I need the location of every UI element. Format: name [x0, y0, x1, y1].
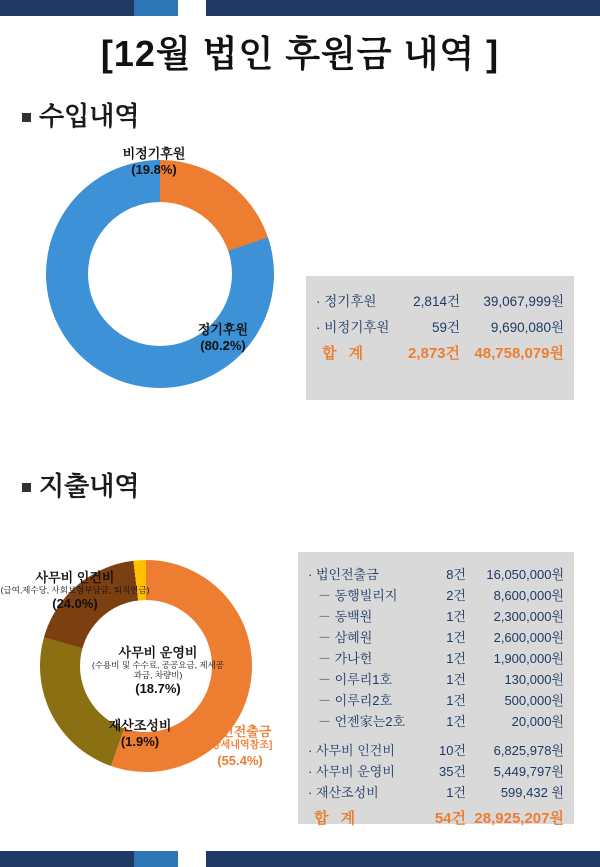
income-total-label: 합 계 — [322, 345, 368, 362]
expense-label-personnel-pct: (24.0%) — [52, 596, 98, 612]
bullet-square-icon — [22, 483, 31, 492]
expense-row-4-amount: 1,900,000원 — [493, 651, 564, 666]
expense-row-0-count: 8건 — [446, 567, 466, 582]
expense-row-1-name: － 동행빌리지 — [318, 588, 398, 603]
income-label-regular-pct: (80.2%) — [200, 338, 246, 354]
expense-row-7-name: － 언젠家는2호 — [318, 714, 406, 729]
expense-row2-0-amount: 6,825,978원 — [493, 743, 564, 758]
bullet-square-icon — [22, 113, 31, 122]
expense-row-2-name: － 동백원 — [318, 609, 373, 624]
expense-row-3-name: － 삼혜원 — [318, 630, 373, 645]
income-total-amount: 48,758,079원 — [474, 345, 564, 362]
table-row — [308, 648, 564, 667]
expense-total-row — [308, 807, 564, 828]
income-label-irregular-pct: (19.8%) — [131, 162, 177, 178]
expense-label-operating-pct: (18.7%) — [135, 680, 181, 696]
income-row-0-count: 2,814건 — [413, 294, 460, 309]
expense-label-operating — [88, 645, 228, 697]
expense-row-5-name: － 이루리1호 — [318, 672, 393, 687]
top-bar — [0, 0, 600, 16]
table-row — [316, 316, 564, 336]
top-bar-accent-white — [178, 0, 206, 16]
expense-label-operating-name: 사무비 운영비 — [118, 645, 198, 660]
expense-row-4-count: 1건 — [446, 651, 466, 666]
expense-row2-0-name: · 사무비 인건비 — [308, 743, 395, 758]
table-row — [316, 290, 564, 310]
expense-row-7-amount: 20,000원 — [511, 714, 564, 729]
expense-row-4-name: － 가나헌 — [318, 651, 373, 666]
expense-label-corporate — [175, 724, 305, 769]
income-row-0-name: · 정기후원 — [316, 294, 377, 309]
income-label-irregular-name: 비정기후원 — [122, 146, 186, 161]
expense-row-1-count: 2건 — [446, 588, 466, 603]
table-row — [308, 690, 564, 709]
table-row — [308, 761, 564, 780]
expense-label-property-name: 재산조성비 — [108, 718, 172, 733]
table-row — [308, 711, 564, 730]
section-heading-expense — [22, 466, 139, 503]
income-label-regular-name: 정기후원 — [197, 322, 249, 337]
income-row-0-amount: 39,067,999원 — [483, 294, 564, 309]
expense-row-6-name: － 이루리2호 — [318, 693, 393, 708]
bottom-bar — [0, 851, 600, 867]
top-bar-accent-blue — [134, 0, 178, 16]
expense-row-6-count: 1건 — [446, 693, 466, 708]
expense-row-6-amount: 500,000원 — [504, 693, 564, 708]
expense-label-personnel-sub: (급여,제수당, 사회보험부담금, 퇴직연금) — [0, 585, 150, 596]
expense-row-5-amount: 130,000원 — [504, 672, 564, 687]
income-row-1-name: · 비정기후원 — [316, 320, 390, 335]
table-row — [308, 606, 564, 625]
table-row — [308, 585, 564, 604]
expense-row2-1-count: 35건 — [438, 764, 466, 779]
expense-row-3-count: 1건 — [446, 630, 466, 645]
expense-row-0-amount: 16,050,000원 — [486, 567, 564, 582]
income-total-row — [316, 342, 564, 363]
income-label-regular — [148, 322, 298, 355]
expense-row2-2-amount: 599,432 원 — [500, 785, 564, 800]
expense-summary-table — [298, 552, 574, 827]
expense-label-personnel-name: 사무비 인건비 — [35, 570, 115, 585]
income-summary-table — [306, 276, 574, 400]
expense-label-corporate-name: 법인전출금 — [208, 724, 272, 739]
expense-row-3-amount: 2,600,000원 — [493, 630, 564, 645]
expense-row2-1-amount: 5,449,797원 — [493, 764, 564, 779]
expense-label-personnel — [0, 570, 150, 612]
table-row — [308, 564, 564, 583]
expense-row2-1-name: · 사무비 운영비 — [308, 764, 395, 779]
expense-total-amount: 28,925,207원 — [474, 810, 564, 827]
table-row — [308, 740, 564, 759]
expense-label-corporate-pct: (55.4%) — [217, 752, 263, 768]
expense-row-2-count: 1건 — [446, 609, 466, 624]
expense-row-5-count: 1건 — [446, 672, 466, 687]
expense-row2-2-count: 1건 — [446, 785, 466, 800]
income-label-irregular — [74, 146, 234, 179]
expense-row2-2-name: · 재산조성비 — [308, 785, 379, 800]
expense-row2-0-count: 10건 — [438, 743, 466, 758]
section-heading-income-label: 수입내역 — [39, 101, 140, 131]
expense-label-operating-sub: (수용비 및 수수료, 공공요금, 제세공과금, 차량비) — [92, 660, 224, 681]
expense-total-count: 54건 — [434, 810, 466, 827]
section-heading-expense-label: 지출내역 — [39, 471, 140, 501]
table-row — [308, 782, 564, 801]
bottom-bar-accent-blue — [134, 851, 178, 867]
table-row — [308, 627, 564, 646]
expense-label-property-pct: (1.9%) — [120, 734, 160, 750]
expense-total-label: 합 계 — [314, 810, 360, 827]
table-spacer — [308, 732, 564, 740]
expense-row-2-amount: 2,300,000원 — [493, 609, 564, 624]
income-row-1-amount: 9,690,080원 — [490, 320, 564, 335]
section-heading-income — [22, 96, 139, 133]
table-row — [308, 669, 564, 688]
income-total-count: 2,873건 — [407, 345, 460, 362]
income-row-1-count: 59건 — [431, 320, 460, 335]
expense-label-corporate-ref: [상세내역참조] — [207, 740, 273, 752]
page-title: [12월 법인 후원금 내역 ] — [100, 33, 500, 74]
bottom-bar-accent-white — [178, 851, 206, 867]
expense-row-1-amount: 8,600,000원 — [493, 588, 564, 603]
expense-row-7-count: 1건 — [446, 714, 466, 729]
expense-row-0-name: · 법인전출금 — [308, 567, 379, 582]
